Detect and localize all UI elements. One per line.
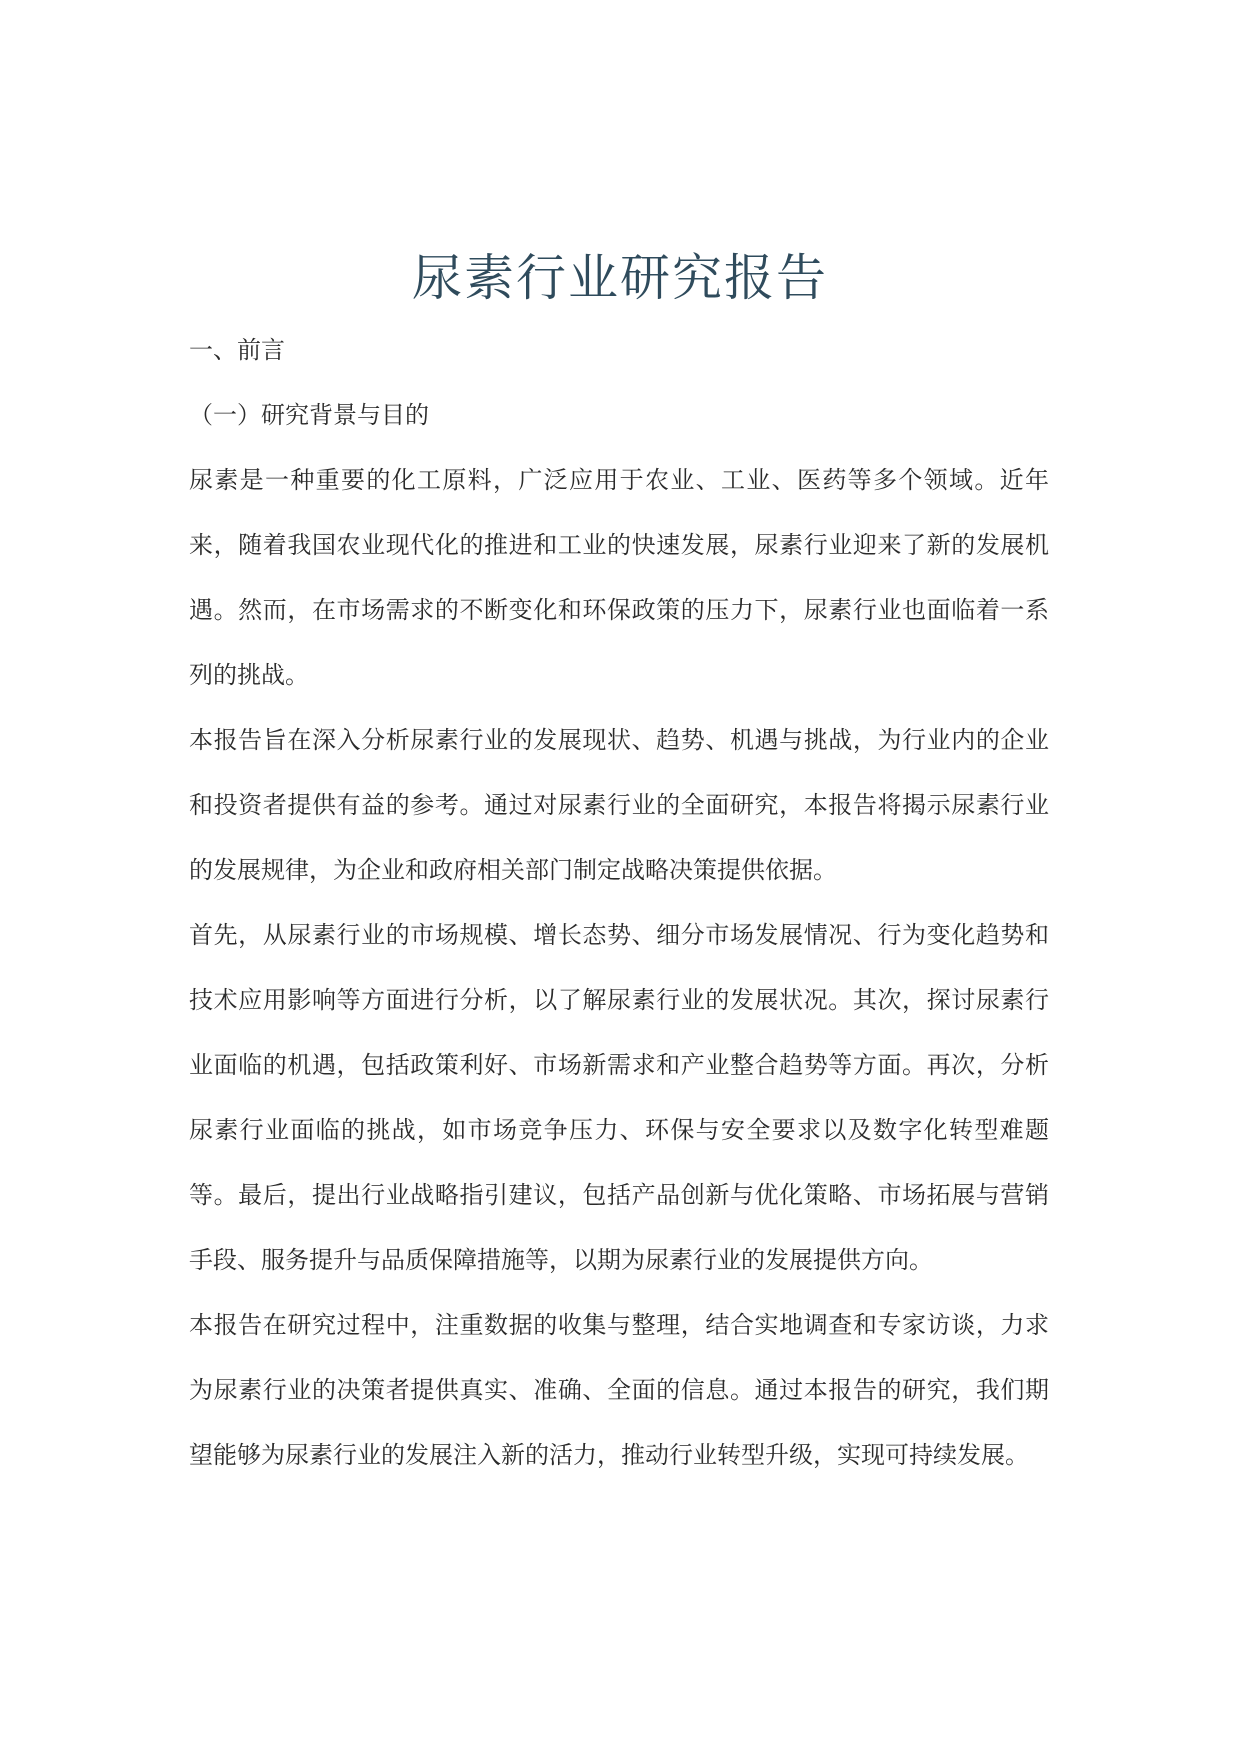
document-title: 尿素行业研究报告	[412, 248, 828, 307]
paragraph: 本报告在研究过程中，注重数据的收集与整理，结合实地调查和专家访谈，力求为尿素行业的决策者提供真实、准确、全面的信息。通过本报告的研究，我们期望能够为尿素行业的发展注入新的活力，推动行业转型升级，实现可持续发展。	[189, 1311, 1049, 1469]
paragraph: 本报告旨在深入分析尿素行业的发展现状、趋势、机遇与挑战，为行业内的企业和投资者提供有益的参考。通过对尿素行业的全面研究，本报告将揭示尿素行业的发展规律，为企业和政府相关部门制定战略决策提供依据。	[189, 726, 1049, 884]
paragraph: 首先，从尿素行业的市场规模、增长态势、细分市场发展情况、行为变化趋势和技术应用影响等方面进行分析，以了解尿素行业的发展状况。其次，探讨尿素行业面临的机遇，包括政策利好、市场新需求和产业整合趋势等方面。再次，分析尿素行业面临的挑战，如市场竞争压力、环保与安全要求以及数字化转型难题等。最后，提出行业战略指引建议，包括产品创新与优化策略、市场拓展与营销手段、服务提升与品质保障措施等，以期为尿素行业的发展提供方向。	[189, 921, 1049, 1274]
document-body	[189, 318, 1049, 1488]
paragraph: 尿素是一种重要的化工原料，广泛应用于农业、工业、医药等多个领域。近年来，随着我国农业现代化的推进和工业的快速发展，尿素行业迎来了新的发展机遇。然而，在市场需求的不断变化和环保政策的压力下，尿素行业也面临着一系列的挑战。	[189, 466, 1049, 689]
subsection-heading: （一）研究背景与目的	[189, 401, 429, 429]
section-heading: 一、前言	[189, 336, 285, 364]
